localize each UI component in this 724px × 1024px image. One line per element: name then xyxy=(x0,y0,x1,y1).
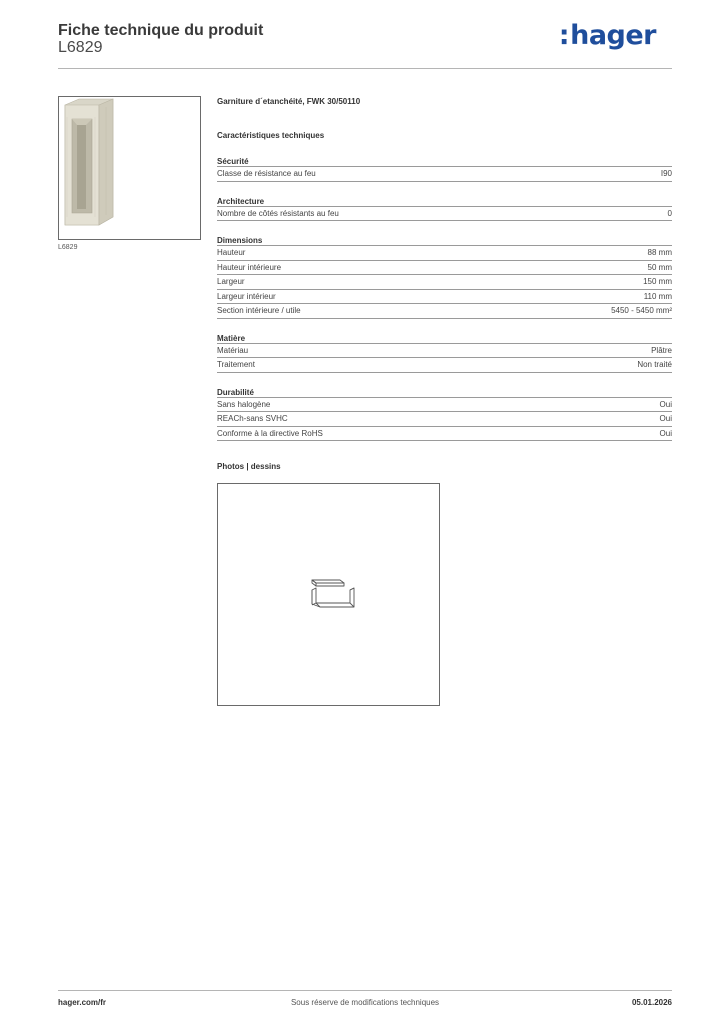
header-divider xyxy=(58,68,672,69)
spec-value: Oui xyxy=(659,414,672,423)
spec-value: Oui xyxy=(659,399,672,409)
spec-row xyxy=(217,427,672,442)
tech-characteristics-heading: Caractéristiques techniques xyxy=(217,131,325,140)
footer-date: 05.01.2026 xyxy=(631,998,672,1007)
section-dimensions xyxy=(217,235,672,319)
spec-value: Oui xyxy=(659,428,672,438)
spec-row xyxy=(217,167,672,182)
section-architecture xyxy=(217,196,672,222)
spec-row xyxy=(217,275,672,290)
fire-seal-frame-illustration xyxy=(59,97,200,239)
product-reference: L6829 xyxy=(58,39,103,56)
spec-value: Plâtre xyxy=(651,345,672,355)
photos-drawings-heading: Photos | dessins xyxy=(217,462,281,471)
spec-label: REACh-sans SVHC xyxy=(217,414,288,423)
spec-label: Largeur xyxy=(217,277,245,286)
footer-website-link[interactable]: hager.com/fr xyxy=(58,998,107,1007)
spec-value: 50 mm xyxy=(647,262,672,272)
section-title: Matière xyxy=(217,333,672,344)
spec-content xyxy=(217,96,672,473)
product-name: Garniture d´etanchéité, FWK 30/50110 xyxy=(217,97,361,106)
spec-row xyxy=(217,358,672,373)
page-header xyxy=(58,20,672,70)
page-footer xyxy=(58,998,672,1010)
spec-row xyxy=(217,304,672,319)
spec-row xyxy=(217,398,672,413)
spec-label: Nombre de côtés résistants au feu xyxy=(217,208,339,218)
spec-value: I90 xyxy=(660,169,672,178)
spec-label: Classe de résistance au feu xyxy=(217,169,316,178)
section-securite xyxy=(217,156,672,182)
spec-label: Conforme à la directive RoHS xyxy=(217,428,323,438)
technical-drawing xyxy=(217,483,440,706)
spec-value: 110 mm xyxy=(643,291,672,301)
spec-value: 5450 - 5450 mm² xyxy=(611,306,672,315)
spec-label: Matériau xyxy=(217,345,249,355)
line-drawing-illustration xyxy=(218,484,439,705)
logo-text: hager xyxy=(570,20,656,51)
spec-row xyxy=(217,412,672,427)
spec-value: 88 mm xyxy=(647,248,672,257)
spec-label: Largeur intérieur xyxy=(217,291,276,301)
spec-value: Non traité xyxy=(637,360,672,369)
spec-row xyxy=(217,246,672,261)
product-image xyxy=(58,96,201,240)
spec-value: 0 xyxy=(667,208,672,218)
section-durabilite xyxy=(217,387,672,442)
section-title: Sécurité xyxy=(217,156,672,167)
spec-row xyxy=(217,344,672,359)
spec-label: Sans halogène xyxy=(217,399,271,409)
spec-value: 150 mm xyxy=(643,277,672,286)
product-image-caption: L6829 xyxy=(58,244,78,251)
footer-divider xyxy=(58,990,672,991)
section-title: Dimensions xyxy=(217,235,672,246)
footer-notice: Sous réserve de modifications techniques xyxy=(290,998,440,1007)
hager-logo xyxy=(559,20,656,51)
logo-colon-icon: : xyxy=(558,20,570,51)
section-title: Durabilité xyxy=(217,387,672,398)
section-matiere xyxy=(217,333,672,373)
spec-row xyxy=(217,290,672,305)
spec-label: Hauteur intérieure xyxy=(217,262,282,272)
spec-label: Section intérieure / utile xyxy=(217,306,301,315)
spec-row xyxy=(217,261,672,276)
page-title: Fiche technique du produit xyxy=(58,22,264,39)
spec-label: Hauteur xyxy=(217,248,246,257)
spec-row xyxy=(217,207,672,222)
section-title: Architecture xyxy=(217,196,672,207)
spec-label: Traitement xyxy=(217,360,255,369)
